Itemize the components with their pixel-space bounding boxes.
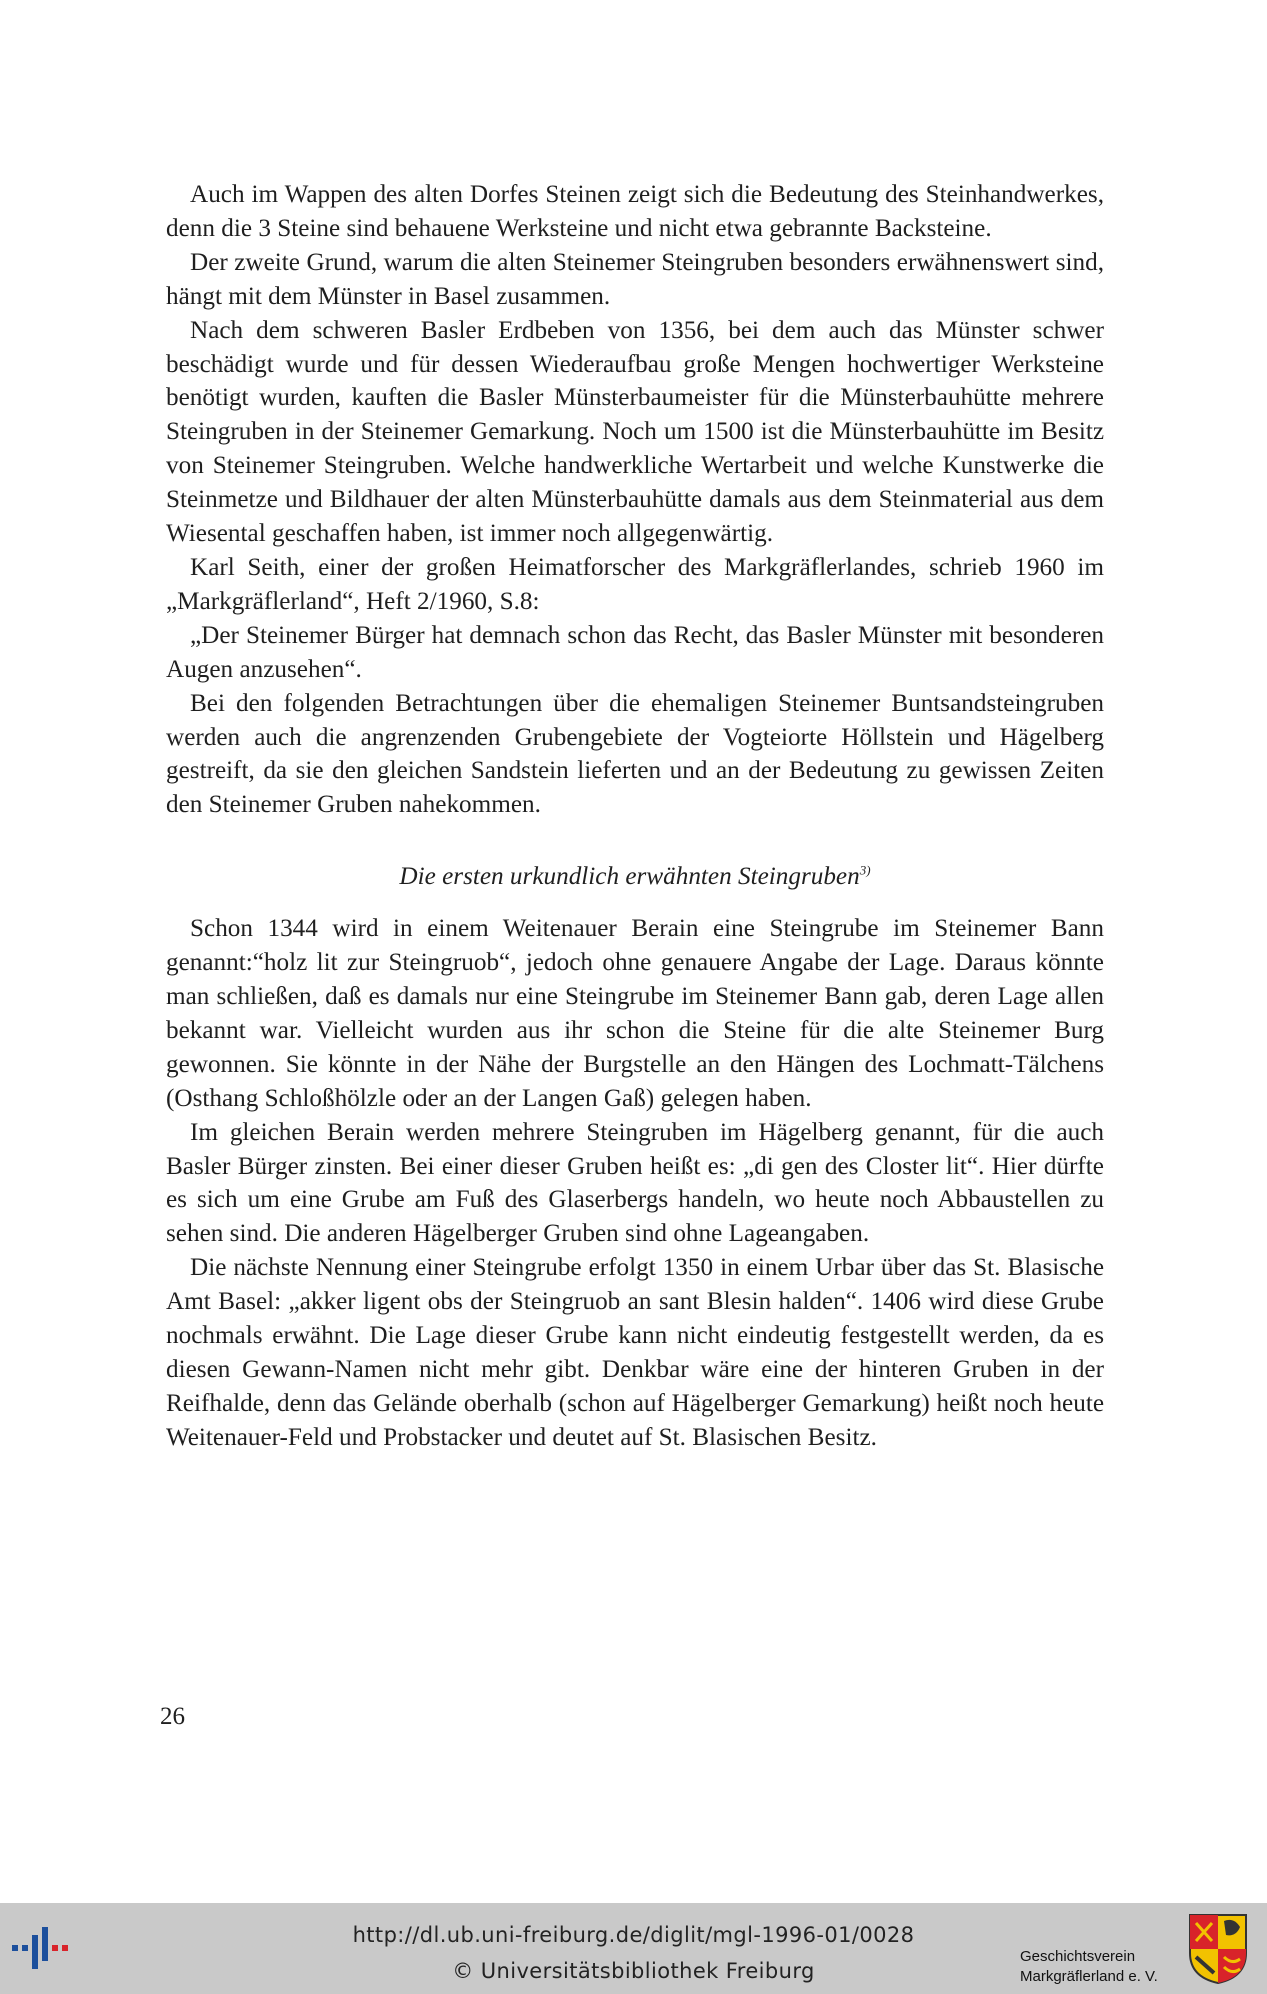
- paragraph: Bei den folgenden Betrachtungen über die ehemaligen Steinemer Buntsandsteingruben werden auch die angrenzenden Grubengebiete der Vogteiorte Höllstein und Hägelberg gestreift, da sie den gleichen Sandstein lieferten und an der Bedeutung zu gewissen Zeiten den Steinemer Gruben nahekommen.: [166, 689, 1104, 819]
- paragraph: Nach dem schweren Basler Erdbeben von 1356, bei dem auch das Münster schwer beschädigt wurde und für dessen Wiederaufbau große Mengen hochwertiger Werksteine benötigt wurden, kauften die Basler Münsterbaumeister für die Münsterbauhütte mehrere Steingruben in der Steinemer Gemarkung. Noch um 1500 ist die Münsterbauhütte im Besitz von Steinemer Steingruben. Welche handwerkliche Wertarbeit und welche Kunstwerke die Steinmetze und Bildhauer der alten Münsterbauhütte damals aus dem Steinmaterial aus dem Wiesental geschaffen haben, ist immer noch allgegenwärtig.: [166, 316, 1104, 548]
- viewer-footer-bar: [0, 1903, 1267, 1994]
- paragraph: Die nächste Nennung einer Steingrube erfolgt 1350 in einem Urbar über das St. Blasische Amt Basel: „akker ligent obs der Steingruob an sant Blesin halden“. 1406 wird diese Grube nochmals erwähnt. Die Lage dieser Grube kann nicht eindeutig festgestellt werden, da es diesen Gewann-Namen nicht mehr gibt. Denkbar wäre eine der hinteren Gruben in der Reifhalde, denn das Gelände oberhalb (schon auf Hägelberger Gemarkung) heißt noch heute Weitenauer-Feld und Probstacker und deutet auf St. Blasischen Besitz.: [166, 1254, 1104, 1451]
- society-name-line: Geschichtsverein: [1020, 1948, 1136, 1965]
- coat-of-arms-icon: [1188, 1913, 1248, 1985]
- paragraph: Der zweite Grund, warum die alten Steinemer Steingruben besonders erwähnenswert sind, hängt mit dem Münster in Basel zusammen.: [166, 248, 1104, 310]
- page-number: 26: [160, 1703, 185, 1730]
- section-heading: [166, 860, 1104, 894]
- section-heading-text: Die ersten urkundlich erwähnten Steingruben: [399, 863, 860, 891]
- quotation-paragraph: „Der Steinemer Bürger hat demnach schon das Recht, das Basler Münster mit besonderen Augen anzusehen“.: [166, 621, 1104, 683]
- society-name-line: Markgräflerland e. V.: [1020, 1968, 1158, 1985]
- paragraph: Auch im Wappen des alten Dorfes Steinen zeigt sich die Bedeutung des Steinhandwerkes, denn die 3 Steine sind behauene Werksteine und nicht etwa gebrannte Backsteine.: [166, 181, 1104, 242]
- paragraph: Schon 1344 wird in einem Weitenauer Berain eine Steingrube im Steinemer Bann genannt:“holz lit zur Steingruob“, jedoch ohne genauere Angabe der Lage. Daraus könnte man schließen, daß es damals nur eine Steingrube im Steinemer Bann gab, deren Lage allen bekannt war. Vielleicht wurden aus ihr schon die Steine für die alte Steinemer Burg gewonnen. Sie könnte in der Nähe der Burgstelle an den Hängen des Lochmatt-Tälchens (Osthang Schloßhölzle oder an der Langen Gaß) gelegen haben.: [166, 915, 1104, 1112]
- permalink-url[interactable]: http://dl.ub.uni-freiburg.de/diglit/mgl-1996-01/0028: [352, 1923, 915, 1947]
- footnote-reference: 3): [859, 862, 871, 878]
- copyright-notice: © Universitätsbibliothek Freiburg: [452, 1959, 815, 1983]
- society-name: [1020, 1947, 1158, 1987]
- paragraph: Im gleichen Berain werden mehrere Steingruben im Hägelberg genannt, für die auch Basler Bürger zinsten. Bei einer dieser Gruben heißt es: „di gen des Closter lit“. Hier dürfte es sich um eine Grube am Fuß des Glaserbergs handeln, wo heute noch Abbaustellen zu sehen sind. Die anderen Hägelberger Gruben sind ohne Lageangaben.: [166, 1118, 1104, 1248]
- page-body: [166, 178, 1104, 1455]
- paragraph: Karl Seith, einer der großen Heimatforscher des Markgräflerlandes, schrieb 1960 im „Markgräflerland“, Heft 2/1960, S.8:: [166, 553, 1104, 615]
